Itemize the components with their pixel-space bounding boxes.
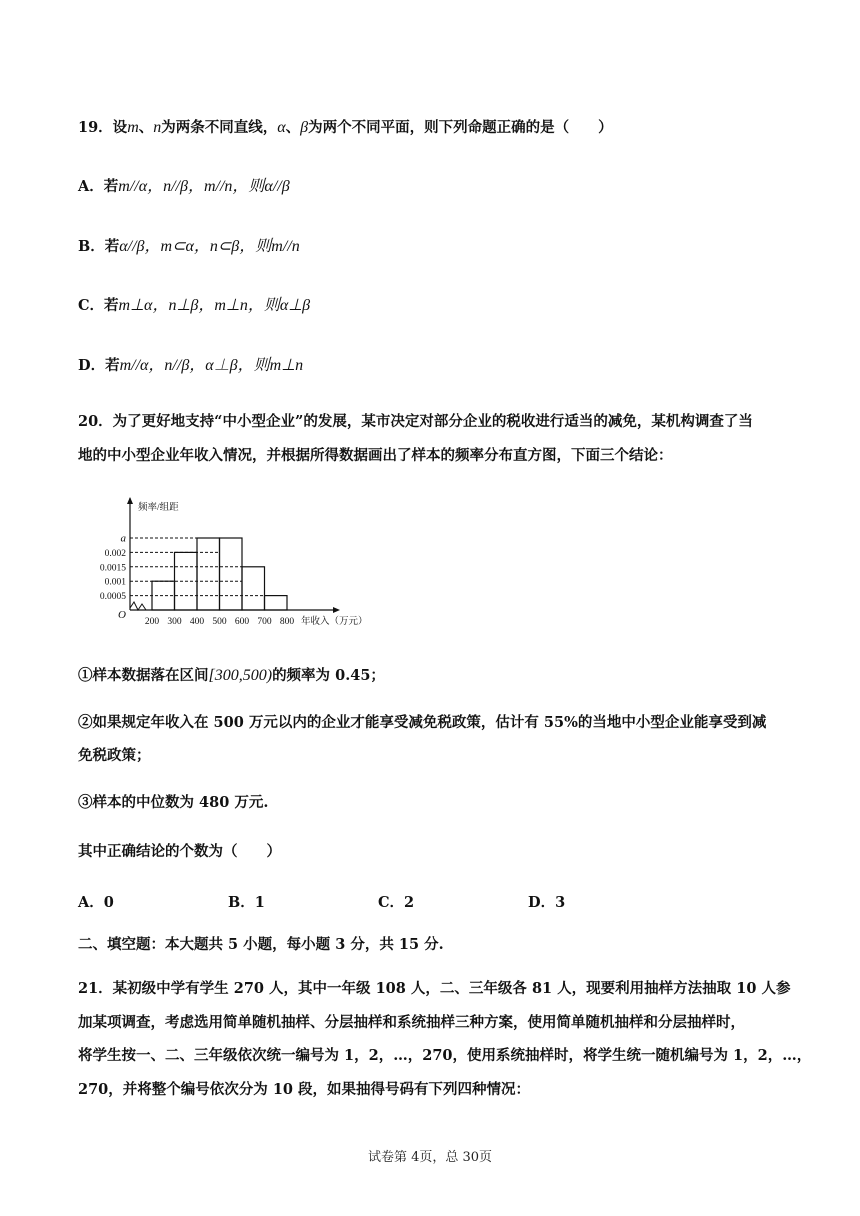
option-math: m//α，n//β，m//n，则α//β <box>118 178 290 195</box>
statement-text: 的频率为 0.45； <box>272 667 385 684</box>
x-axis-label: 年收入（万元） <box>301 617 368 627</box>
option-math: m//α，n//β，α⊥β，则m⊥n <box>119 357 304 374</box>
interval-math: [300,500) <box>208 667 273 684</box>
var-n: n <box>153 119 162 136</box>
q20-option-a: A．0 <box>78 894 114 911</box>
histogram-chart <box>90 492 390 632</box>
q20-option-d: D．3 <box>528 894 566 911</box>
q19-option-d <box>78 356 303 376</box>
q19-stem <box>78 118 613 138</box>
x-tick-label: 400 <box>189 617 205 627</box>
section-heading: 二、填空题：本大题共 5 小题，每小题 3 分，共 15 分. <box>78 936 444 953</box>
option-label: C．若 <box>78 297 119 314</box>
q19-option-b <box>78 237 300 257</box>
chart-root <box>100 497 368 627</box>
x-tick-label: 800 <box>279 617 295 627</box>
x-tick-label: 700 <box>257 617 272 627</box>
x-axis-arrow <box>333 607 340 613</box>
histogram-bar <box>197 538 220 610</box>
q21-line-3: 将学生按一、二、三年级依次统一编号为 1，2，…，270，使用系统抽样时，将学生统一随机编号为 1，2，…， <box>78 1047 812 1064</box>
option-label: D．若 <box>78 357 120 374</box>
page-footer: 试卷第 4页，总 30页 <box>367 1150 493 1165</box>
q20-question: 其中正确结论的个数为（ ） <box>78 843 281 860</box>
q20-line-2: 地的中小型企业年收入情况，并根据所得数据画出了样本的频率分布直方图，下面三个结论： <box>78 447 673 464</box>
y-axis-label: 频率/组距 <box>138 503 179 513</box>
x-tick-label: 200 <box>144 617 160 627</box>
option-label: A．若 <box>78 178 119 195</box>
q20-statement-2-line-1: ②如果规定年收入在 500 万元以内的企业才能享受减免税政策，估计有 55%的当地中小型企业能享受到减 <box>78 714 767 731</box>
q19-option-c <box>78 296 310 316</box>
option-math: α//β，m⊂α，n⊂β，则m//n <box>119 238 300 255</box>
sep: 、 <box>285 119 301 136</box>
x-tick-label: 500 <box>212 617 227 627</box>
y-axis-arrow <box>127 497 133 504</box>
var-m: m <box>127 119 139 136</box>
q20-option-b: B．1 <box>228 894 265 911</box>
y-tick-label: 0.0015 <box>99 563 126 574</box>
q21-line-1: 21．某初级中学有学生 270 人，其中一年级 108 人，二、三年级各 81 人，现要利用抽样方法抽取 10 人参 <box>78 980 791 997</box>
x-tick-label: 300 <box>167 617 182 627</box>
y-tick-label: 0.001 <box>104 577 126 588</box>
origin-label: O <box>118 609 126 621</box>
x-tick-label: 600 <box>234 617 250 627</box>
q20-statement-2-line-2: 免税政策； <box>78 747 151 764</box>
q20-statement-1 <box>78 666 385 686</box>
stem-mid: 为两条不同直线， <box>161 119 278 136</box>
q19-option-a <box>78 177 290 197</box>
y-tick-label: 0.002 <box>104 548 126 559</box>
var-beta: β <box>300 119 309 136</box>
axis-break-mark <box>130 602 146 610</box>
histogram-bar <box>265 596 288 610</box>
option-label: B．若 <box>78 238 120 255</box>
y-tick-label: 0.0005 <box>99 592 126 603</box>
q21-line-2: 加某项调查，考虑选用简单随机抽样、分层抽样和系统抽样三种方案，使用简单随机抽样和分层抽样时， <box>78 1014 745 1031</box>
sep: 、 <box>138 119 154 136</box>
q20-line-1: 20．为了更好地支持“中小型企业”的发展，某市决定对部分企业的税收进行适当的减免，某机构调查了当 <box>78 413 753 430</box>
statement-text: ①样本数据落在区间 <box>78 667 209 684</box>
stem-tail: 为两个不同平面，则下列命题正确的是（ ） <box>308 119 613 136</box>
var-alpha: α <box>277 119 286 136</box>
q20-option-c: C．2 <box>378 894 415 911</box>
q21-line-4: 270，并将整个编号依次分为 10 段，如果抽得号码有下列四种情况： <box>78 1081 531 1098</box>
histogram-bar <box>242 567 265 610</box>
histogram-bar <box>220 538 243 610</box>
q20-statement-3: ③样本的中位数为 480 万元. <box>78 794 269 811</box>
q19-number: 19．设 <box>78 119 128 136</box>
y-tick-label: a <box>120 532 126 545</box>
option-math: m⊥α，n⊥β，m⊥n，则α⊥β <box>118 297 311 314</box>
